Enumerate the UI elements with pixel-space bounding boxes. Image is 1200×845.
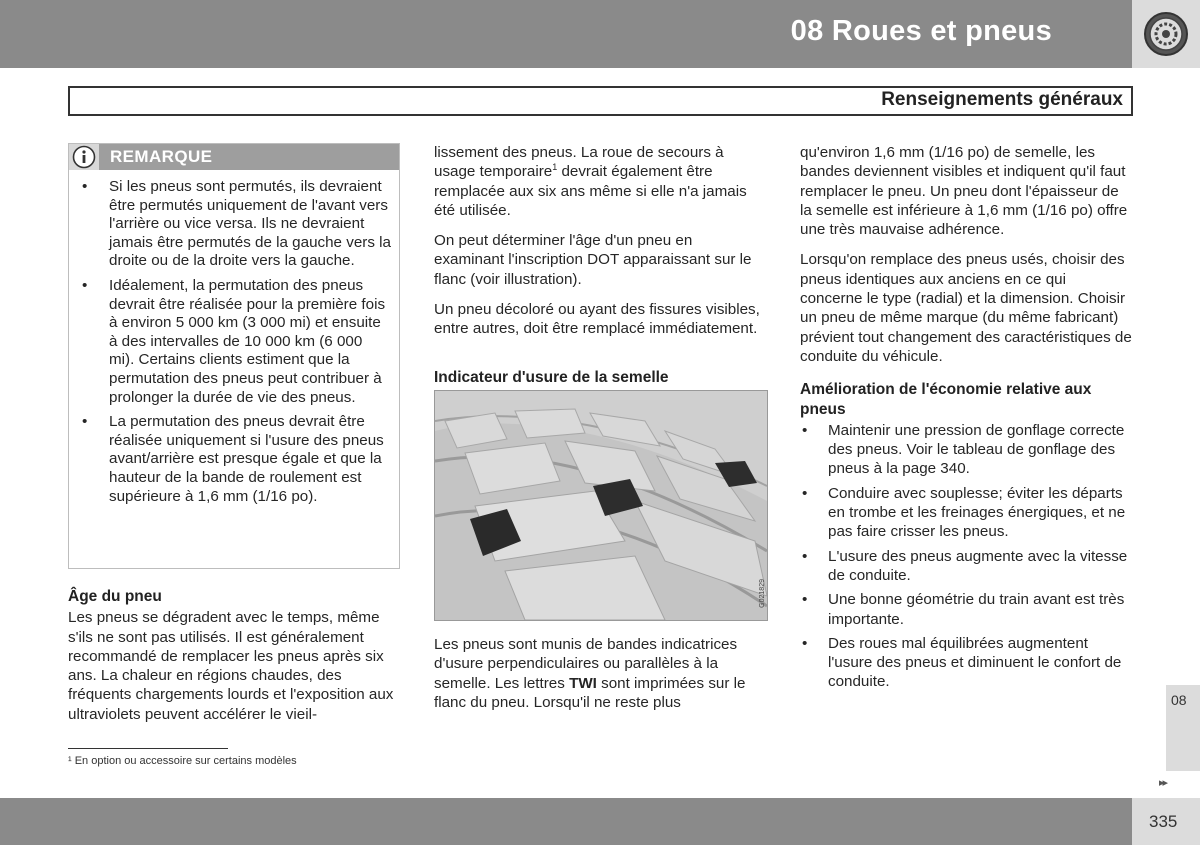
section-bar <box>68 86 1133 116</box>
chapter-tab <box>1166 685 1200 771</box>
col2-paragraph-1: lissement des pneus. La roue de secours à usage temporaire$^1$ devrait également être remplacée aux six ans même si elle n'a jamais été utilisée. <box>434 144 747 219</box>
age-heading: Âge du pneu <box>68 588 162 605</box>
economy-item: • Conduire avec souplesse; éviter les départs en trombe et les freinages énergiques, et ne pas faire crisser les pneus. <box>800 484 1132 542</box>
note-list <box>69 178 399 506</box>
col3-paragraph-2: Lorsqu'on remplace des pneus usés, choisir des pneus identiques aux anciens en ce qui concerne le type (radial) et la dimension. Choisir un pneu de même marque (du même fabricant) prévient tout changement des caractéristiques de conduite du véhicule. <box>800 251 1132 365</box>
info-icon <box>72 145 96 169</box>
note-header <box>69 144 399 170</box>
footnote: ¹ En option ou accessoire sur certains modèles <box>68 755 297 767</box>
note-item: • Idéalement, la permutation des pneus devrait être réalisée pour la première fois à environ 5 000 km (3 000 mi) et ensuite à des intervalles de 10 000 km (6 000 mi). Certains clients estiment que la permutation des pneus peut contribuer à prolonger la durée de vie des pneus. <box>69 277 399 407</box>
figure-code: G021829 <box>759 579 766 608</box>
footer-band <box>0 798 1132 845</box>
col2-paragraph-2: On peut déterminer l'âge d'un pneu en examinant l'inscription DOT apparaissant sur le flanc (voir illustration). <box>434 232 752 288</box>
section-title: Renseignements généraux <box>881 89 1123 110</box>
tread-heading: Indicateur d'usure de la semelle <box>434 369 669 386</box>
wheel-icon <box>1143 11 1189 57</box>
next-page-icon: ▸▸ <box>1159 777 1167 789</box>
tread-wear-illustration <box>434 390 768 621</box>
note-item: • Si les pneus sont permutés, ils devraient être permutés uniquement de l'avant vers l'arrière ou vice versa. Ils ne devraient jamais être permutés de la gauche vers la droite ou de la droite vers la gauche. <box>69 178 399 271</box>
note-icon-box <box>69 144 99 170</box>
col3-paragraph-1: qu'environ 1,6 mm (1/16 po) de semelle, les bandes deviennent visibles et indiquent qu'il faut remplacer le pneu. Un pneu dont l'épaisseur de la semelle est inférieure à 1,6 mm (1/16 po) offre une très mauvaise adhérence. <box>800 144 1128 239</box>
page-number-box <box>1132 798 1200 845</box>
note-box <box>68 143 400 569</box>
column-2-bottom <box>434 635 766 723</box>
footnote-rule <box>68 748 228 749</box>
economy-heading: Amélioration de l'économie relative aux pneus <box>800 381 1092 418</box>
tire-tread-image <box>435 391 767 620</box>
economy-item: • Maintenir une pression de gonflage correcte des pneus. Voir le tableau de gonflage des pneus à la page 340. <box>800 421 1132 479</box>
col2-paragraph-4: Les pneus sont munis de bandes indicatrices d'usure perpendiculaires ou parallèles à la semelle. Les lettres TWI sont imprimées sur le flanc du pneu. Lorsqu'il ne reste plus <box>434 636 746 711</box>
chapter-title: 08 Roues et pneus <box>790 15 1052 47</box>
note-label: REMARQUE <box>110 147 213 166</box>
column-2-top <box>434 143 766 350</box>
economy-list <box>800 421 1132 692</box>
age-section <box>68 587 400 735</box>
economy-item: • Une bonne géométrie du train avant est très importante. <box>800 590 1132 629</box>
page-number: 335 <box>1149 812 1178 831</box>
note-item: • La permutation des pneus devrait être réalisée uniquement si l'usure des pneus avant/arrière est presque égale et que la hauteur de la bande de roulement est supérieure à 1,6 mm (1/16 po). <box>69 413 399 506</box>
economy-item: • Des roues mal équilibrées augmentent l'usure des pneus et diminuent le confort de conduite. <box>800 634 1132 692</box>
col2-paragraph-3: Un pneu décoloré ou ayant des fissures visibles, entre autres, doit être remplacé immédiatement. <box>434 301 760 338</box>
tread-heading-wrap <box>434 368 766 389</box>
age-text: Les pneus se dégradent avec le temps, même s'ils ne sont pas utilisés. Il est généralement recommandé de remplacer les pneus après six ans. La chaleur en régions chaudes, des fréquents chargements lourds et l'exposition aux ultraviolets peuvent accélérer le vieil- <box>68 609 394 723</box>
column-3 <box>800 143 1132 697</box>
economy-item: • L'usure des pneus augmente avec la vitesse de conduite. <box>800 547 1132 586</box>
chapter-icon-box <box>1132 0 1200 68</box>
chapter-tab-label: 08 <box>1171 692 1187 708</box>
header-band <box>0 0 1132 68</box>
